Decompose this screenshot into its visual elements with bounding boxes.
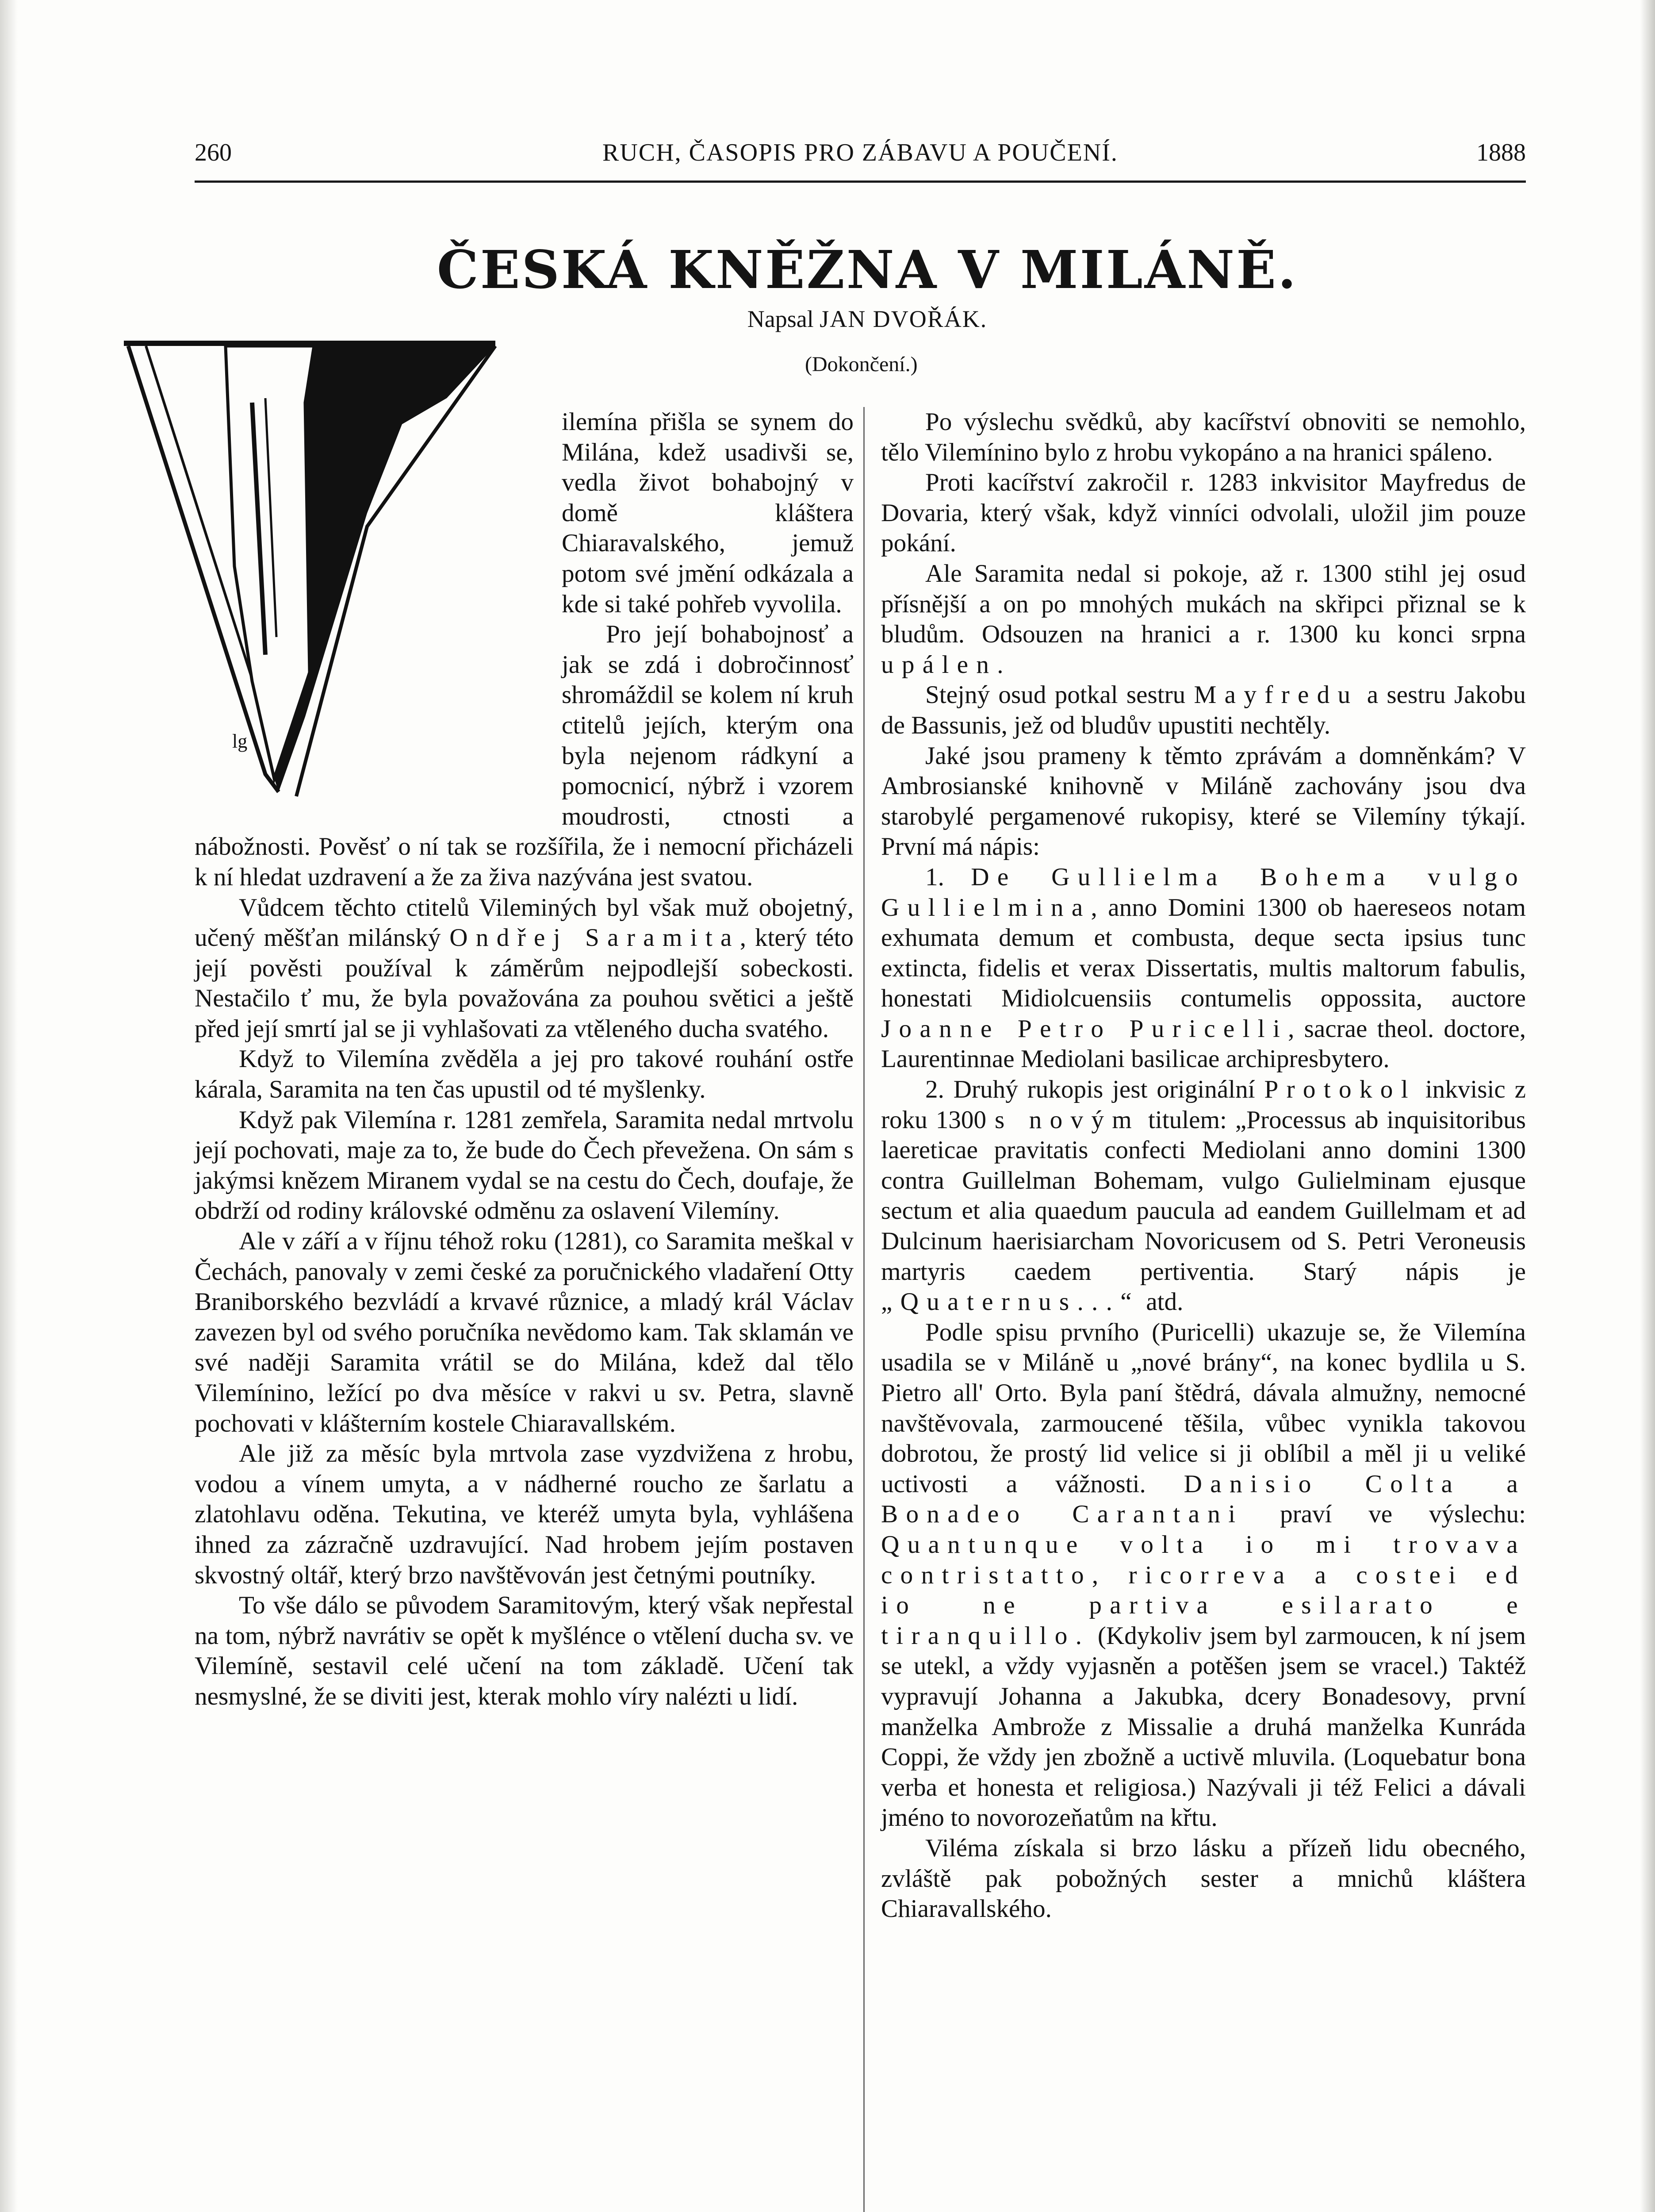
right-paragraph-1: Po výslechu svědků, aby kacířství obnoviti se nemohlo, tělo Vilemínino bylo z hrobu vykopáno a na hranici spáleno. [881,408,1526,466]
right-paragraph-9: Viléma získala si brzo lásku a přízeň lidu obecného, zvláště pak pobožných sester a mnichů kláštera Chiaravallského. [881,1834,1526,1923]
continuation-note: (Dokončení.) [805,353,918,376]
right-paragraph-6 [881,862,1526,1075]
right-paragraph-7 [881,1075,1526,1317]
svg-text:lg: lg [232,730,248,752]
spaced-name-mayfredu: Mayfredu [1194,681,1359,709]
text-run: Podle spisu prvního (Puricelli) ukazuje se, že Vilemína usadila se v Miláně u „nové brány“, na konec bydlila u S. Pietro all' Orto. Byla paní štědrá, dávala almužny, nemocné navštěvovala, zarmoucené těšila, vůbec vynikla takovou dobrotou, že prostý lid velice si ji oblíbil a měl ji u veliké uctivosti a vážnosti. [881,1318,1526,1498]
latin-title-processus: „Processus ab inquisitoribus laereticae pravitatis confecti Mediolani anno domini 1300 contra Guillelman Bohemam, vulgo Gulielminam ejusque sectum et alia quaedum paucula ad eandem Guillelmam et ad Dulcinum haerisiarcham Novoricusem od S. Petri Veroneusis martyris caedem pertiventia. [881,1106,1526,1286]
text-run: titulem: [1148,1106,1227,1134]
spaced-word-protokol: Protokol [1264,1075,1416,1104]
left-paragraph-6: Ale v září a v říjnu téhož roku (1281), co Saramita meškal v Čechách, panovaly v zemi české za poručnického vladaření Otty Braniborského bezvládí a krvavé různice, a mladý král Václav zavezen byl od svého poručníka nevědomo kam. Tak sklamán ve své naději Saramita vrátil se do Milána, kdež dal tělo Vilemínino, ležící po dva měsíce v rakvi u sv. Petra, slavně pochovati v klášterním kostele Chiaravallském. [195,1227,854,1437]
author-name: JAN DVOŘÁK. [820,306,988,332]
text-run: Ale Saramita nedal si pokoje, až r. 1300 stihl jej osud přísnější a on po mnohých mukách na skřipci přiznal se k bludům. Odsouzen na hranici a r. 1300 ku konci srpna [881,559,1526,649]
article-title: ČESKÁ KNĚŽNA V MILÁNĚ. [437,239,1298,300]
right-column [881,407,1526,1924]
text-run: Druhý rukopis jest originální [953,1075,1255,1104]
text-run: , anno Domini 1300 ob haereseos notam exhumata demum et combusta, deque secta ipsius tunc extincta, fidelis et verax Dissertatis, multis maltorum fabulis, honestati Midiolcuensiis contumelis oppossita, auctore [881,893,1526,1013]
list-number: 1. [925,863,944,891]
running-header [195,133,1526,173]
left-paragraph-5: Když pak Vilemína r. 1281 zemřela, Saramita nedal mrtvolu její pochovati, maje za to, že bude do Čech převežena. On sám s jakýmsi knězem Miranem vydal se na cestu do Čech, doufaje, že obdrží od rodiny královské odměnu za oslavení Vilemíny. [195,1106,854,1225]
left-paragraph-7: Ale již za měsíc byla mrtvola zase vyzdvižena z hrobu, vodou a vínem umyta, a v nádherné roucho ze šarlatu a zlatohlavu oděna. Tekutina, ve kteréž umyta byla, vyhlášena ihned za zázračně uzdravující. Nad hrobem jejím postaven skvostný oltář, který brzo navštěvován jest četnými poutníky. [195,1440,854,1589]
text-run: (Kdykoliv jsem byl zarmoucen, k ní jsem se utekl, a vždy vyjasněn a potěšen jsem se vracel.) Taktéž vypravují Johanna a Jakubka, dcery Bonadesovy, první manželka Ambrože z Missalie a druhá manželka Kunráda Coppi, že vždy jen zbožně a uctivě mluvila. (Loquebatur bona verba et honesta et religiosa.) Nazývali ji též Felici a dávali jméno to novorozeňatům na křtu. [881,1621,1526,1832]
byline [0,303,1655,334]
text-run: Stejný osud potkal sestru [925,681,1186,709]
spaced-latin-title: De Gullielma Bohema vulgo Gullielmina [881,863,1526,922]
header-rule [195,180,1526,183]
spaced-witness-names: Danisio Colta a Bonadeo Carantani [881,1470,1526,1528]
spaced-word-upalen: upálen. [881,650,1011,679]
spaced-word-quaternus: „Quaternus...“ [881,1288,1140,1316]
text-run: atd. [1146,1288,1184,1316]
left-column [195,407,854,1712]
text-run: , sacrae theol. doctore, Laurentinnae Mediolani basilicae archipresbytero. [881,1014,1526,1073]
text-run: inkvisic z roku 1300 [881,1075,1526,1134]
spaced-words-novym: s novým [994,1106,1140,1134]
text-run: Vůdcem těchto ctitelů Vileminých byl však muž obojetný, učený měšťan milánský [195,893,854,952]
text-run: a sestru Jakobu de Bassunis, jež od bludův upustiti nechtěly. [881,681,1526,739]
left-paragraph-4: Když to Vilemína zvěděla a jej pro takové rouhání ostře kárala, Saramita na ten čas upustil od té myšlenky. [195,1045,854,1104]
journal-title: RUCH, ČASOPIS PRO ZÁBAVU A POUČENÍ. [602,139,1118,166]
right-paragraph-5: Jaké jsou prameny k těmto zprávám a domněnkám? V Ambrosianské knihovně v Miláně zachovány jsou dva starobylé pergamenové rukopisy, které se Vilemíny týkají. První má nápis: [881,741,1526,861]
byline-prefix: Napsal [747,306,814,332]
right-paragraph-4 [881,680,1526,741]
left-paragraph-1: ilemína přišla se synem do Milána, kdež usadivši se, vedla život bohabojný v domě kláštera Chiaravalského, jemuž potom své jmění odkázala a kde si také pohřeb vyvolila. [562,408,854,618]
spaced-author-puricelli: Joanne Petro Puricelli [881,1014,1288,1043]
right-paragraph-3 [881,559,1526,680]
drop-cap-space [195,407,562,811]
column-divider [863,407,865,2212]
spaced-italian-quote: Quantunque volta io mi trovava contristatto, ricorreva a costei ed io ne partiva esilarato e tiranquillo. [881,1530,1526,1650]
page-number: 260 [195,139,232,166]
text-run: praví ve výslechu: [1280,1500,1526,1528]
publication-year: 1888 [1476,139,1526,166]
spaced-name-saramita: Ondřej Saramita [449,924,740,952]
text-run: , který této její pověsti používal k záměrům nejpodlejší sobeckosti. Nestačilo ť mu, že byla považována za pouhou světici a ještě před její smrtí jal se ji vyhlašovati za vtěleného ducha svatého. [195,924,854,1043]
right-paragraph-2: Proti kacířství zakročil r. 1283 inkvisitor Mayfredus de Dovaria, který však, když vinníci odvolali, uložil jim pouze pokání. [881,469,1526,557]
left-paragraph-3 [195,893,854,1045]
left-paragraph-2: Pro její bohabojnosť a jak se zdá i dobročinnosť shromáždil se kolem ní kruh ctitelů jejích, kterým ona byla nejenom rádkyní a pomocnicí, nýbrž i vzorem moudrosti, ctnosti a nábožnosti. Pověsť o ní tak se rozšířila, že i nemocní přicházeli k ní hledat uzdravení a že za živa nazývána jest svatou. [195,620,854,891]
text-run: Starý nápis je [1303,1257,1526,1286]
left-paragraph-8: To vše dálo se původem Saramitovým, který však nepřestal na tom, nýbrž navrátiv se opět k myšlénce o vtělení ducha sv. ve Vilemíně, sestavil celé učení na tom základě. Učení tak nesmyslné, že se diviti jest, kterak mohlo víry nalézti u lidí. [195,1591,854,1710]
right-paragraph-8 [881,1317,1526,1833]
list-number: 2. [925,1075,944,1104]
